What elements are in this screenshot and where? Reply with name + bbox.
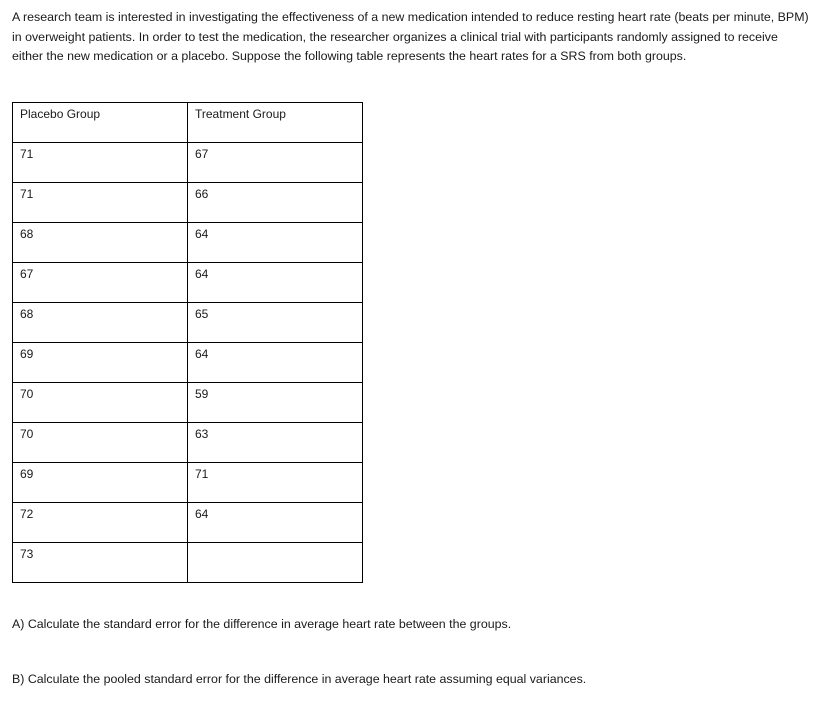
placebo-cell: 73: [13, 543, 188, 583]
table-row: [13, 223, 363, 263]
treatment-cell: 71: [188, 463, 363, 503]
placebo-cell: 72: [13, 503, 188, 543]
table-header-row: [13, 103, 363, 143]
placebo-cell: 70: [13, 423, 188, 463]
treatment-cell: 65: [188, 303, 363, 343]
treatment-cell: [188, 543, 363, 583]
treatment-cell: 59: [188, 383, 363, 423]
column-header-placebo: Placebo Group: [13, 103, 188, 143]
placebo-cell: 70: [13, 383, 188, 423]
question-a: A) Calculate the standard error for the difference in average heart rate between the groups.: [12, 617, 512, 631]
placebo-cell: 68: [13, 223, 188, 263]
treatment-cell: 64: [188, 503, 363, 543]
treatment-cell: 64: [188, 343, 363, 383]
table-row: [13, 183, 363, 223]
table-row: [13, 143, 363, 183]
placebo-cell: 69: [13, 463, 188, 503]
table-row: [13, 503, 363, 543]
table-row: [13, 383, 363, 423]
treatment-cell: 66: [188, 183, 363, 223]
table-row: [13, 543, 363, 583]
table-row: [13, 343, 363, 383]
table-row: [13, 463, 363, 503]
treatment-cell: 64: [188, 263, 363, 303]
treatment-cell: 63: [188, 423, 363, 463]
placebo-cell: 68: [13, 303, 188, 343]
column-header-treatment: Treatment Group: [188, 103, 363, 143]
placebo-cell: 69: [13, 343, 188, 383]
table-row: [13, 423, 363, 463]
problem-statement: A research team is interested in investigating the effectiveness of a new medication intended to reduce resting heart rate (beats per minute, BPM) in overweight patients. In order to test the medication, the researcher organizes a clinical trial with participants randomly assigned to receive either the new medication or a placebo. Suppose the following table represents the heart rates for a SRS from both groups.: [12, 10, 809, 63]
placebo-cell: 71: [13, 183, 188, 223]
table-row: [13, 263, 363, 303]
placebo-cell: 71: [13, 143, 188, 183]
placebo-cell: 67: [13, 263, 188, 303]
table-row: [13, 303, 363, 343]
heart-rate-table: [12, 102, 363, 583]
question-b: B) Calculate the pooled standard error for the difference in average heart rate assuming equal variances.: [12, 672, 587, 686]
treatment-cell: 67: [188, 143, 363, 183]
treatment-cell: 64: [188, 223, 363, 263]
